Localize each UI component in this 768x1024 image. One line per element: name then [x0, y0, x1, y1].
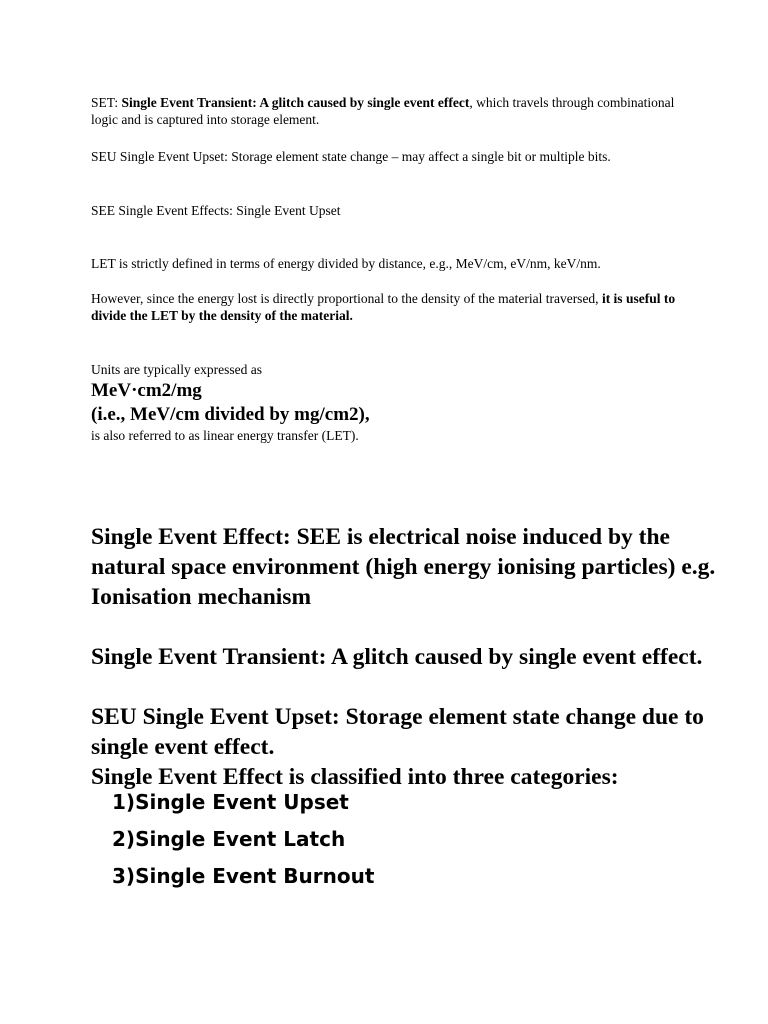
seu-heading-paragraph: SEU Single Event Upset: Storage element state change due to single event effect.: [91, 704, 704, 760]
category-number: 2): [112, 827, 136, 851]
classification-heading: Single Event Effect is classified into three categories:: [91, 764, 619, 790]
see-paragraph: SEE Single Event Effects: Single Event Upset: [91, 203, 341, 218]
seu-paragraph: SEU Single Event Upset: Storage element state change – may affect a single bit or multiple bits.: [91, 149, 611, 164]
units-explanation: (i.e., MeV/cm divided by mg/cm2),: [91, 404, 370, 425]
see-heading-paragraph: Single Event Effect: SEE is electrical noise induced by the natural space environment (high energy ionising particles) e.g. Ionisation mechanism: [91, 524, 716, 610]
units-intro: Units are typically expressed as: [91, 362, 262, 377]
set-heading-paragraph: Single Event Transient: A glitch caused by single event effect.: [91, 644, 703, 670]
however-plain: However, since the energy lost is directly proportional to the density of the material traversed,: [91, 291, 602, 306]
units-formula: MeV·cm2/mg: [91, 380, 202, 401]
category-label: Single Event Latch: [135, 827, 346, 851]
set-definition-rest: , which travels through combinational logic and is captured into storage element.: [91, 95, 675, 127]
category-item: [112, 790, 349, 814]
set-definition-bold: Single Event Transient: A glitch caused by single event effect: [121, 95, 470, 110]
set-prefix: SET:: [91, 95, 122, 110]
set-paragraph: [91, 94, 691, 128]
category-label: Single Event Burnout: [135, 864, 375, 888]
category-label: Single Event Upset: [135, 790, 349, 814]
however-paragraph: [91, 290, 691, 324]
let-paragraph: LET is strictly defined in terms of energy divided by distance, e.g., MeV/cm, eV/nm, keV/nm.: [91, 256, 601, 271]
category-item: [112, 864, 374, 888]
category-number: 3): [112, 864, 136, 888]
units-after: is also referred to as linear energy transfer (LET).: [91, 428, 359, 443]
category-number: 1): [112, 790, 136, 814]
category-item: [112, 827, 345, 851]
however-bold: it is useful to divide the LET by the density of the material.: [91, 291, 676, 323]
